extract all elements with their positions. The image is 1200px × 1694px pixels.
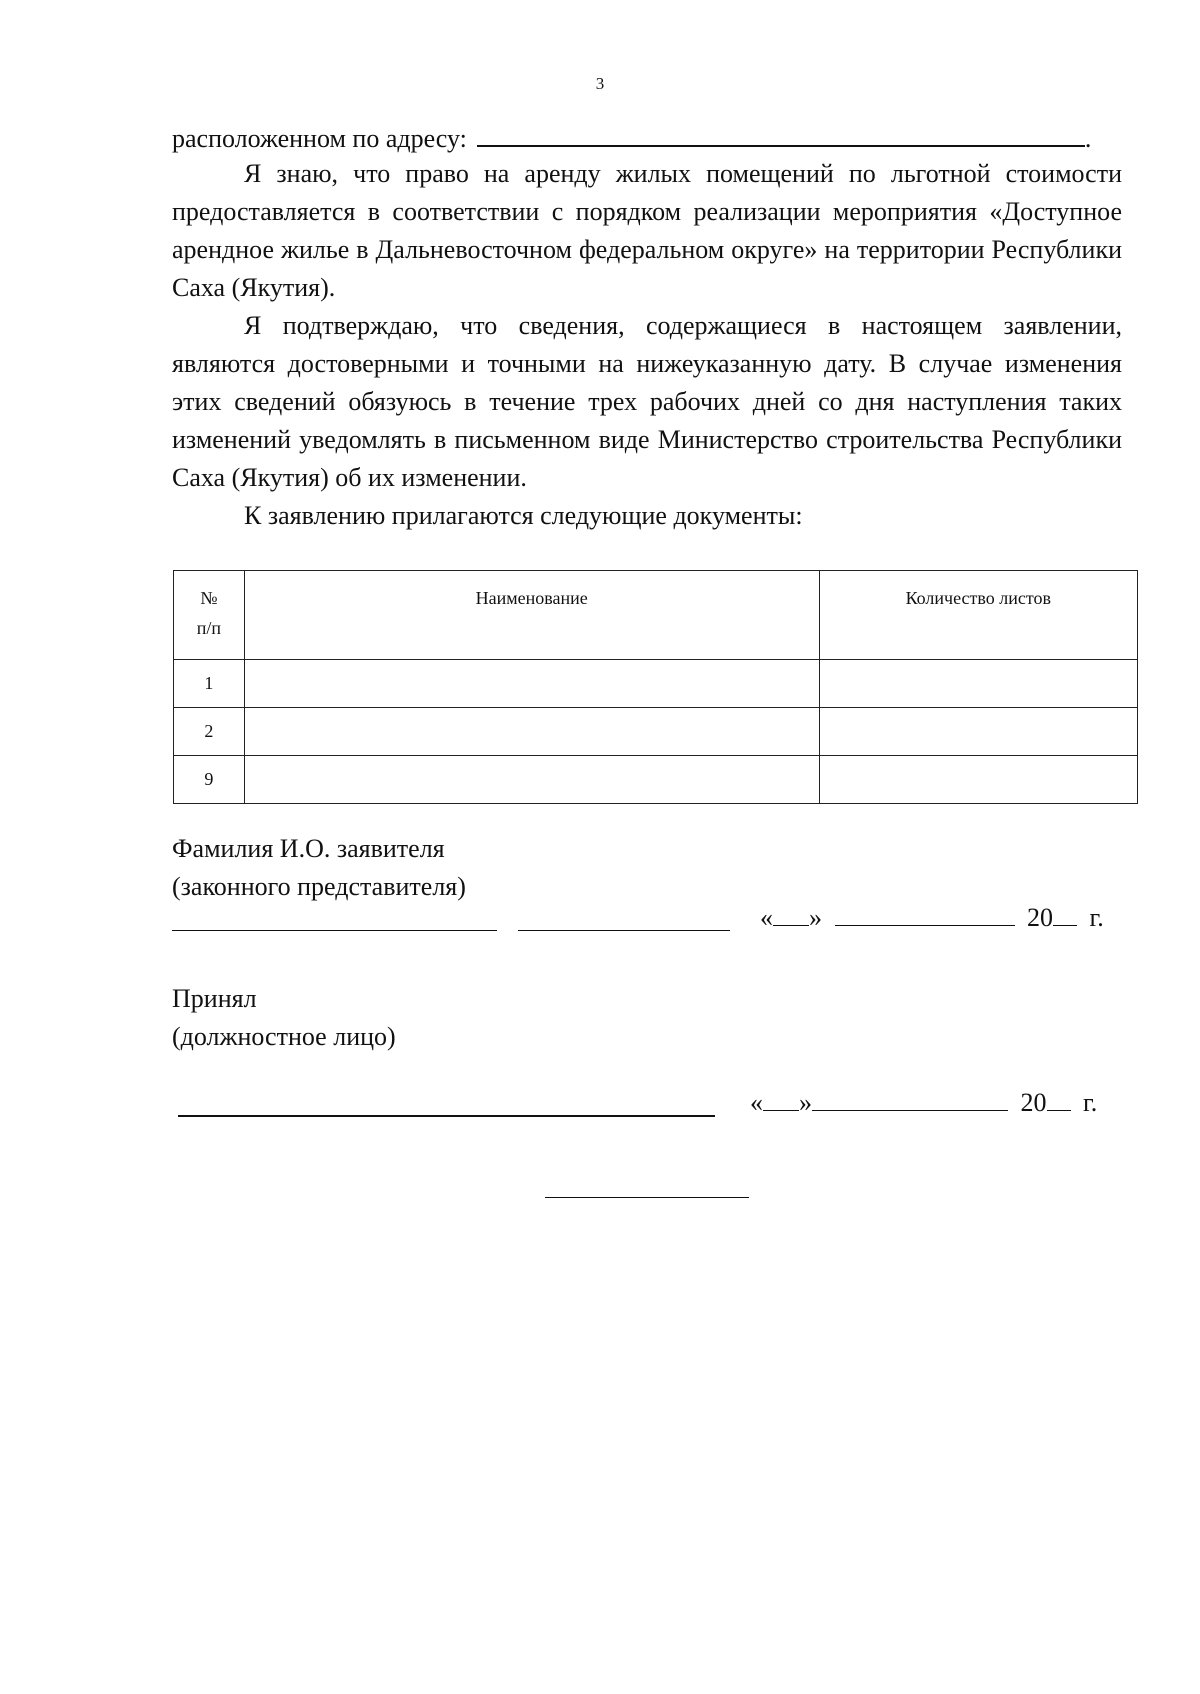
applicant-label: Фамилия И.О. заявителя bbox=[172, 834, 445, 863]
row-number: 1 bbox=[174, 660, 245, 708]
official-year-blank[interactable] bbox=[1047, 1088, 1071, 1111]
official-open-quote: « bbox=[750, 1088, 763, 1117]
header-name: Наименование bbox=[244, 571, 819, 660]
applicant-name-line[interactable] bbox=[172, 930, 497, 931]
row-count-cell[interactable] bbox=[819, 708, 1137, 756]
address-label: расположенном по адресу: bbox=[172, 124, 467, 153]
applicant-close-quote: » bbox=[809, 903, 822, 932]
documents-table bbox=[173, 570, 1138, 804]
table-header-row bbox=[174, 571, 1138, 660]
applicant-date bbox=[760, 903, 1104, 933]
address-end: . bbox=[1084, 124, 1092, 153]
row-name-cell[interactable] bbox=[244, 756, 819, 804]
table-row bbox=[174, 756, 1138, 804]
header-number bbox=[174, 571, 245, 660]
official-signature-line[interactable] bbox=[178, 1115, 715, 1117]
applicant-year-suffix: г. bbox=[1089, 903, 1104, 932]
row-number: 9 bbox=[174, 756, 245, 804]
table-row bbox=[174, 708, 1138, 756]
address-line bbox=[172, 120, 1122, 158]
official-year-prefix: 20 bbox=[1020, 1088, 1047, 1117]
page-number: 3 bbox=[595, 74, 605, 93]
official-month-blank[interactable] bbox=[812, 1088, 1008, 1111]
header-count: Количество листов bbox=[819, 571, 1137, 660]
official-sublabel: (должностное лицо) bbox=[172, 1022, 396, 1051]
applicant-year-blank[interactable] bbox=[1053, 903, 1077, 926]
official-year-suffix: г. bbox=[1083, 1088, 1098, 1117]
header-number-line2: п/п bbox=[196, 618, 222, 638]
applicant-year-prefix: 20 bbox=[1027, 903, 1053, 932]
applicant-sublabel: (законного представителя) bbox=[172, 872, 466, 901]
table-row bbox=[174, 660, 1138, 708]
row-name-cell[interactable] bbox=[244, 708, 819, 756]
paragraph-rights: Я знаю, что право на аренду жилых помещений по льготной стоимости предоставляется в соответствии с порядком реализации мероприятия «Доступное арендное жилье в Дальневосточном федеральном округе» на территории Республики Саха (Якутия). bbox=[172, 159, 1122, 302]
row-number: 2 bbox=[174, 708, 245, 756]
official-close-quote: » bbox=[799, 1088, 812, 1117]
applicant-signature-line[interactable] bbox=[518, 930, 730, 931]
applicant-day-blank[interactable] bbox=[773, 903, 809, 926]
row-name-cell[interactable] bbox=[244, 660, 819, 708]
paragraph-attachments-intro: К заявлению прилагаются следующие документы: bbox=[244, 501, 803, 530]
official-label: Принял bbox=[172, 984, 257, 1013]
paragraph-confirmation: Я подтверждаю, что сведения, содержащиеся в настоящем заявлении, являются достоверными и точными на нижеуказанную дату. В случае изменения этих сведений обязуюсь в течение трех рабочих дней со дня наступления таких изменений уведомлять в письменном виде Министерство строительства Республики Саха (Якутия) об их изменении. bbox=[172, 311, 1122, 492]
official-day-blank[interactable] bbox=[763, 1088, 799, 1111]
row-count-cell[interactable] bbox=[819, 660, 1137, 708]
applicant-month-blank[interactable] bbox=[835, 903, 1015, 926]
address-blank[interactable] bbox=[477, 121, 1085, 147]
row-count-cell[interactable] bbox=[819, 756, 1137, 804]
applicant-open-quote: « bbox=[760, 903, 773, 932]
header-number-line1: № bbox=[200, 588, 218, 608]
official-date bbox=[750, 1088, 1097, 1118]
end-separator-line bbox=[545, 1197, 749, 1198]
